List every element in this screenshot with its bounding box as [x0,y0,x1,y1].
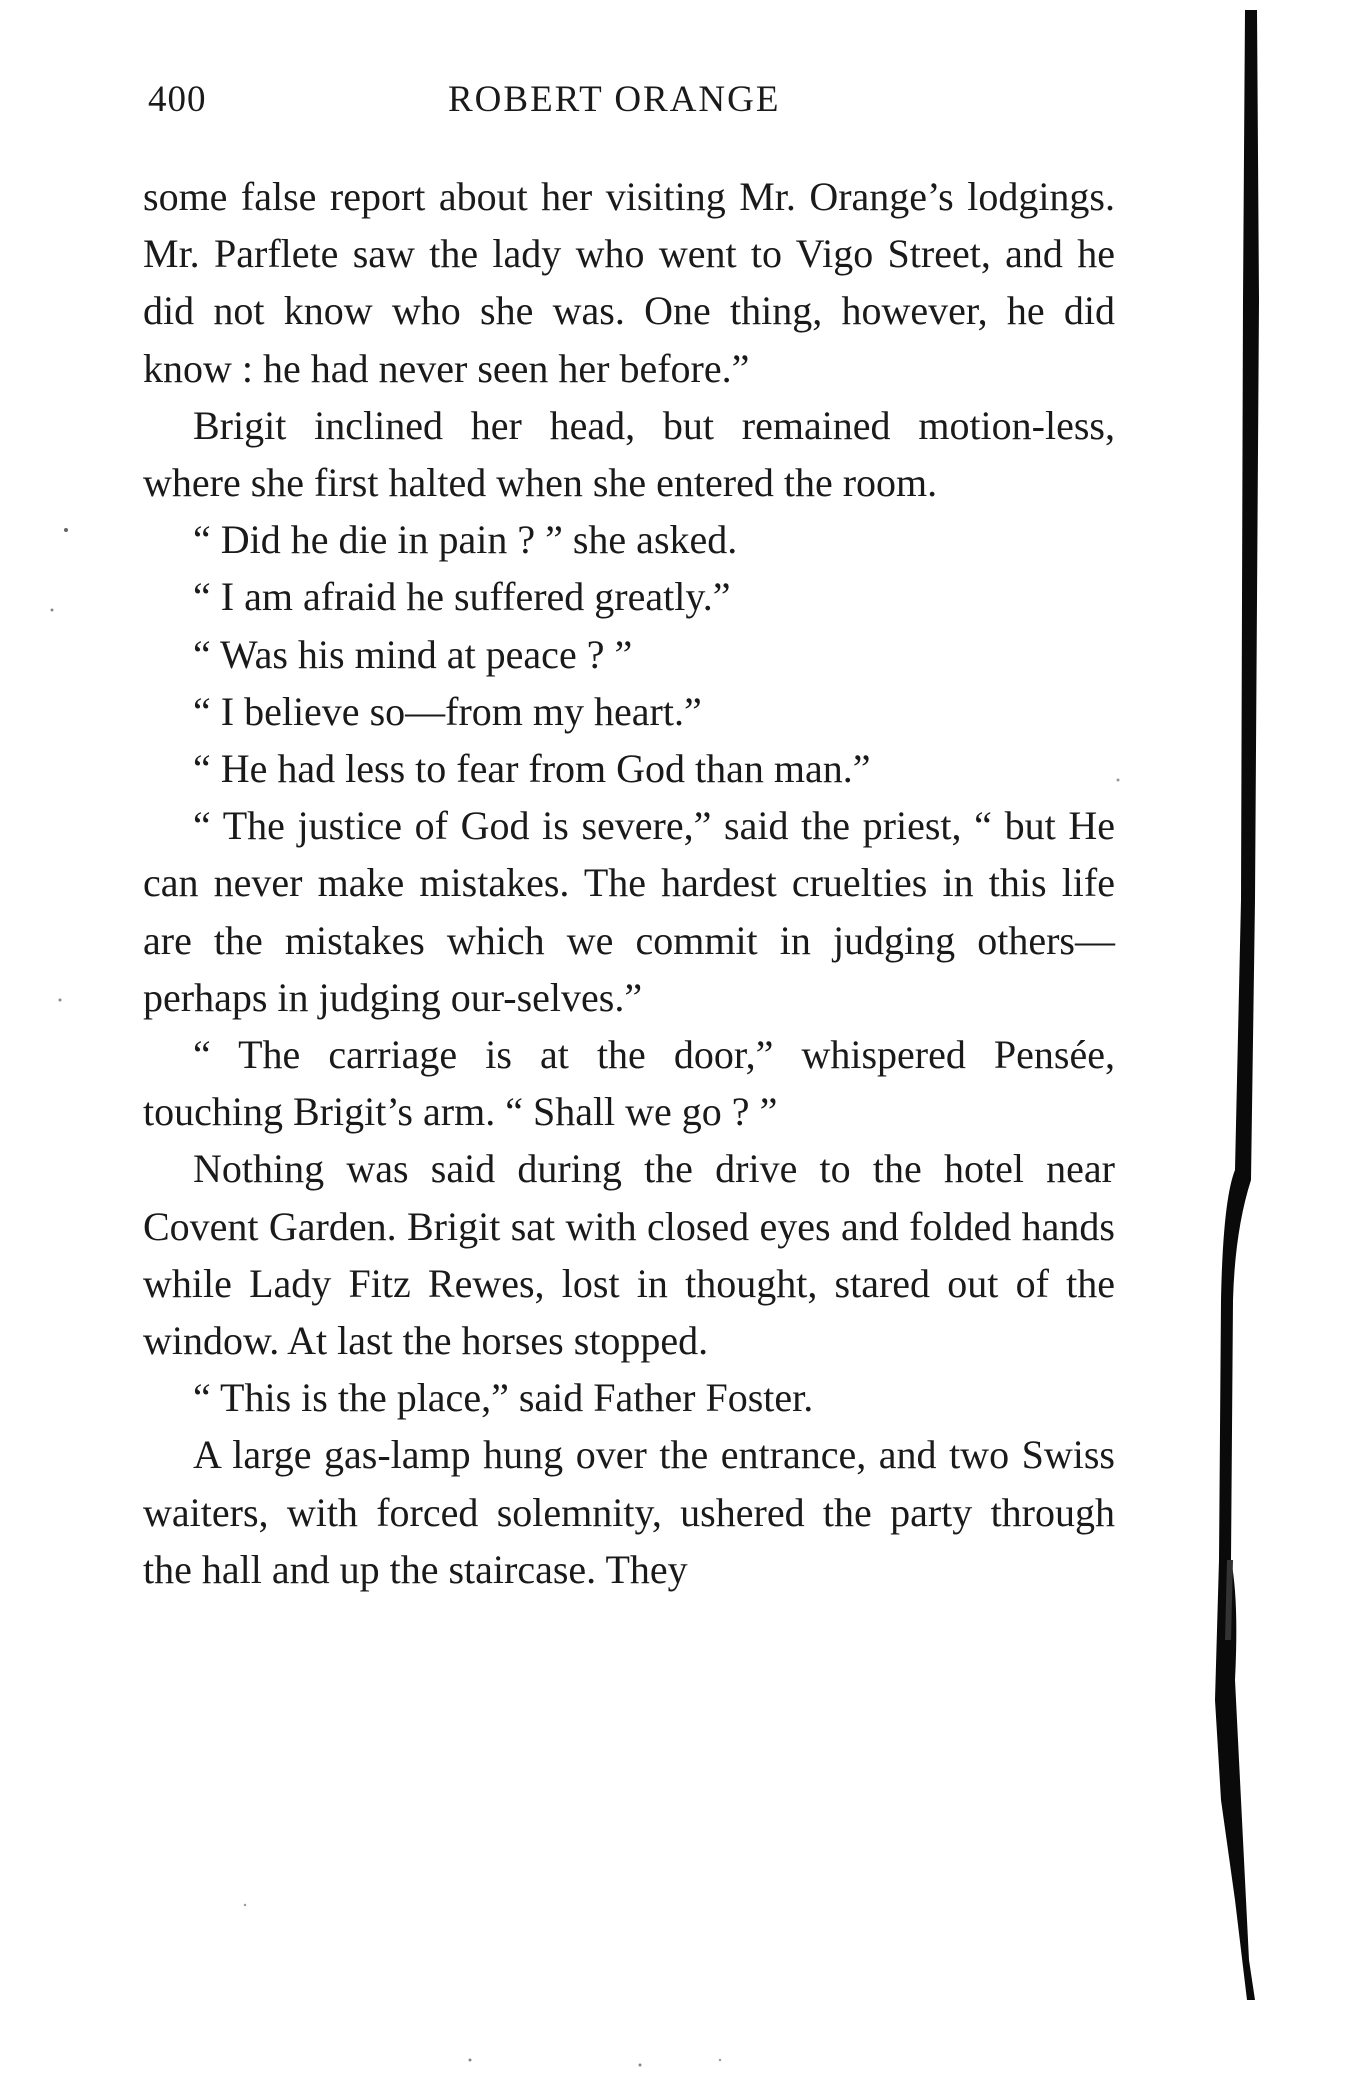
running-title: ROBERT ORANGE [448,79,781,120]
dialogue-line: “ I believe so—from my heart.” [193,688,702,734]
page-header [148,78,1108,128]
dialogue-line: “ The carriage is at the door,” whispered Pensée, touching Brigit’s arm. “ Shall we go ? ” [143,1032,1115,1135]
dialogue-line: “ He had less to fear from God than man.” [193,746,871,792]
dialogue-line: “ I am afraid he suffered greatly.” [193,574,731,620]
paragraph: Nothing was said during the drive to the hotel near Covent Garden. Brigit sat with closed eyes and folded hands while Lady Fitz Rewes, lost in thought, stared out of the window. At last the horses stopped. [143,1146,1115,1364]
dialogue-line: “ Did he die in pain ? ” she asked. [193,517,738,563]
dialogue-line: “ The justice of God is severe,” said the priest, “ but He can never make mistakes. The hardest cruelties in this life are the mistakes which we commit in judging others—perhaps in judging our-selves.” [143,803,1115,1020]
dialogue-line: “ Was his mind at peace ? ” [193,631,633,677]
paragraph: some false report about her visiting Mr. Orange’s lodgings. Mr. Parflete saw the lady who went to Vigo Street, and he did not know who she was. One thing, however, he did know : he had never seen her before.” [143,174,1115,391]
dialogue-line: “ This is the place,” said Father Foster. [193,1375,814,1421]
paragraph: A large gas-lamp hung over the entrance, and two Swiss waiters, with forced solemnity, ushered the party through the hall and up the staircase. They [143,1432,1115,1592]
paragraph: Brigit inclined her head, but remained motion-less, where she first halted when she entered the room. [143,402,1115,506]
page-number: 400 [148,79,207,120]
binding-shadow [1205,0,1265,2081]
body-text [143,168,1115,1598]
